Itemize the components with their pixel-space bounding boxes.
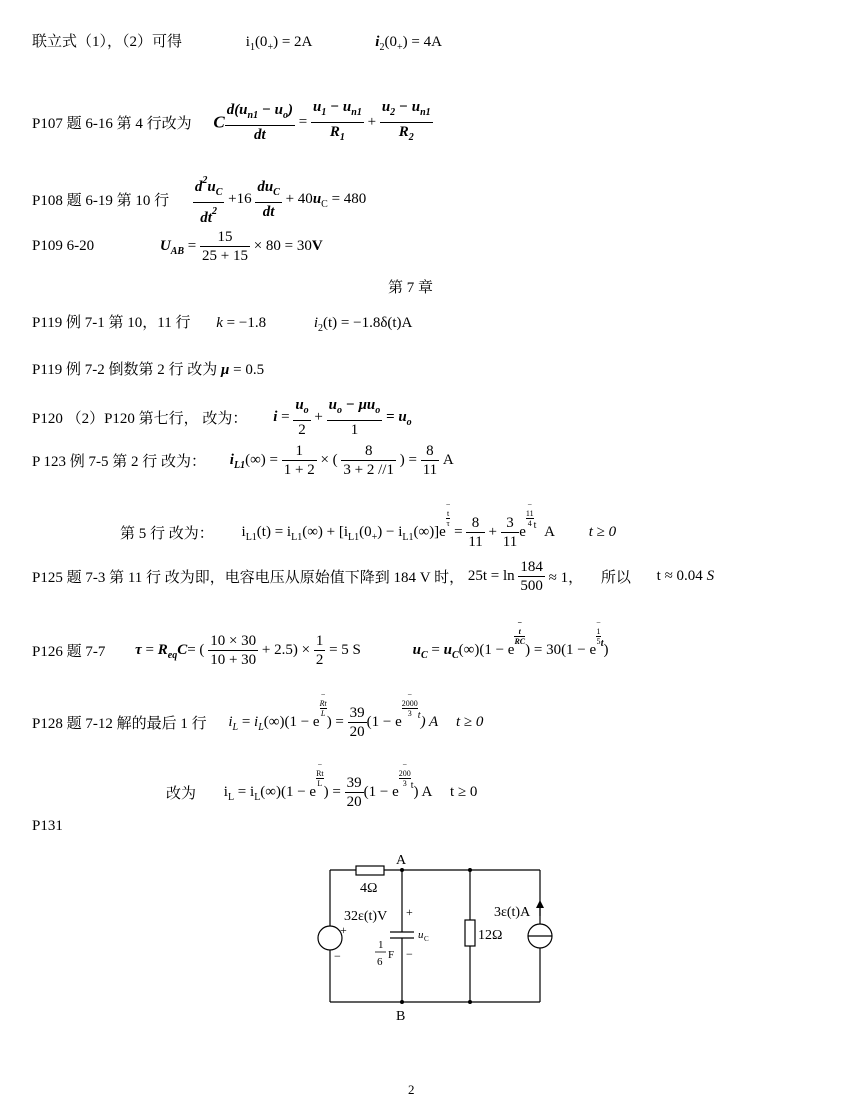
line-p128-fix bbox=[166, 760, 477, 811]
resistor-12ohm bbox=[465, 920, 475, 946]
line-p108 bbox=[32, 172, 366, 227]
eq-uc: $u_C = u_C(\infty)(1 - e-$ t RC ) = 30(1 − e− 1 5 $^t$) bbox=[412, 618, 609, 661]
eq-p128: $i_L = i_L(\infty)(1 - e-$ Rt L ) = $\frac{39}{20}$ (1 − e− 2000 3 $^t$) A t ≥ 0 bbox=[228, 690, 484, 741]
line-p128-text: P128 题 7-12 解的最后 1 行 bbox=[32, 716, 207, 733]
vsrc-minus: − bbox=[334, 949, 341, 963]
page-number: 2 bbox=[408, 1082, 415, 1097]
eq-p123: $i_{L1}(\infty)$ = $\frac{1}{1 + 2}$ × ( $\frac{8}{3 + 2 //1}$ ) = $\frac{8}{11}$ A bbox=[229, 443, 454, 478]
eq-mu: μ = 0.5 bbox=[221, 362, 265, 378]
line-p123-line5 bbox=[120, 500, 616, 551]
cap-voltage-sub: C bbox=[424, 935, 429, 943]
eq-i2t: $i_2(t) = -1.8\delta(t)A$ bbox=[313, 315, 413, 334]
eq-tau: $\tau = R_{eq}C=$ ( $\frac{10 \times 30}{10 + 30}$ + 2.5) × $\frac{1}{2}$ = 5 S bbox=[135, 633, 361, 669]
cap-value-den: 6 bbox=[377, 956, 383, 968]
cap-unit: F bbox=[388, 949, 395, 961]
line-p128 bbox=[32, 690, 483, 741]
line-p123-line5-text: 第 5 行 改为： bbox=[120, 526, 214, 543]
cap-voltage-label: u bbox=[418, 929, 424, 941]
current-arrow-icon bbox=[536, 900, 544, 908]
cap-plus: + bbox=[406, 905, 413, 919]
chapter-heading: 第 7 章 bbox=[388, 280, 434, 296]
node-a-label: A bbox=[396, 853, 407, 868]
line-p109 bbox=[32, 228, 323, 265]
line-p125-text: P125 题 7-3 第 11 行 改为即，电容电压从原始值下降到 184 V 时， bbox=[32, 570, 465, 586]
line-p120 bbox=[32, 396, 412, 439]
line-p131: P131 bbox=[32, 818, 63, 834]
r2-label: 12Ω bbox=[478, 928, 503, 943]
line-p128-fix-text: 改为 bbox=[166, 786, 197, 803]
voltage-source bbox=[318, 926, 342, 950]
line-p107 bbox=[32, 98, 433, 147]
eq-k: k = −1.8 bbox=[216, 315, 267, 331]
line-p123 bbox=[32, 442, 454, 479]
line-p123-text: P 123 例 7-5 第 2 行 改为： bbox=[32, 454, 207, 470]
line-p120-text: P120 （2）P120 第七行， 改为： bbox=[32, 411, 248, 427]
line-p119-a bbox=[32, 311, 412, 334]
eq-il1: $i_{L1}(t) = i_{L1}(\infty) + [i_{L1}(0_+) - i_{L1}(\infty)]e-$ t τ = $\frac{8}{11}$ + $\frac{3}{11}$ e− 11 4 $^t$ A t ≥ 0 bbox=[241, 500, 617, 551]
node-b-dot bbox=[400, 1000, 404, 1004]
line-p125 bbox=[32, 558, 714, 595]
line-p107-text: P107 题 6-16 第 4 行改为 bbox=[32, 116, 192, 132]
eq-p107: C $\frac{d(u_{n1} - u_o)}{dt}$ = $\frac{u_1 - u_{n1}}{R_1}$ + $\frac{u_2 - u_{n1}}{R_2}$ bbox=[213, 99, 431, 143]
circuit-diagram bbox=[300, 850, 570, 1030]
cap-value-num: 1 bbox=[378, 939, 384, 951]
eq-p108: $\frac{d^2u_C}{dt^2}$ +16 $\frac{du_C}{dt}$ + $40u_C = 480$ bbox=[193, 191, 366, 207]
eq-p120: i = $\frac{u_o}{2}$ + $\frac{u_o - \mu u_o}{1}$ = $u_o$ bbox=[273, 397, 412, 438]
eq-i1: $i_1(0_+) = 2A$ bbox=[245, 34, 312, 53]
eq-p109: $U_{AB}$ = $\frac{15}{25 + 15}$ × 80 = 30V bbox=[159, 229, 323, 264]
line-p126-text: P126 题 7-7 bbox=[32, 644, 106, 661]
node-dot-top bbox=[468, 868, 472, 872]
vsrc-label: 32ε(t)V bbox=[344, 909, 388, 924]
line-1 bbox=[32, 30, 442, 53]
line-p119-b-text: P119 例 7-2 倒数第 2 行 改为 bbox=[32, 362, 218, 378]
line-1-text: 联立式（1），（2）可得 bbox=[32, 34, 183, 50]
eq-i2: $i_2(0_+) = 4A$ bbox=[375, 34, 442, 53]
resistor-4ohm bbox=[356, 866, 384, 875]
r1-label: 4Ω bbox=[360, 881, 378, 896]
eq-p128-fix: $i_L = i_L(\infty)(1 - e-$ Rt L ) = $\frac{39}{20}$ (1 − e− 200 3 $^t$) A t ≥ 0 bbox=[223, 760, 478, 811]
line-p119-b bbox=[32, 358, 264, 379]
isrc-label: 3ε(t)A bbox=[494, 905, 531, 920]
vsrc-plus: + bbox=[340, 923, 347, 937]
line-p119-a-text: P119 例 7-1 第 10，11 行 bbox=[32, 315, 191, 331]
cap-minus: − bbox=[406, 947, 413, 961]
node-a-dot bbox=[400, 868, 404, 872]
eq-t: t ≈ 0.04 S bbox=[656, 568, 715, 584]
line-p109-text: P109 6-20 bbox=[32, 238, 95, 254]
line-p108-text: P108 题 6-19 第 10 行 bbox=[32, 193, 170, 209]
node-dot-bottom bbox=[468, 1000, 472, 1004]
eq-p125: 25t = ln $\frac{184}{500}$ ≈ 1， bbox=[467, 559, 584, 594]
node-b-label: B bbox=[396, 1009, 406, 1024]
line-p125-so: 所以 bbox=[600, 570, 631, 586]
line-p126 bbox=[32, 618, 608, 669]
